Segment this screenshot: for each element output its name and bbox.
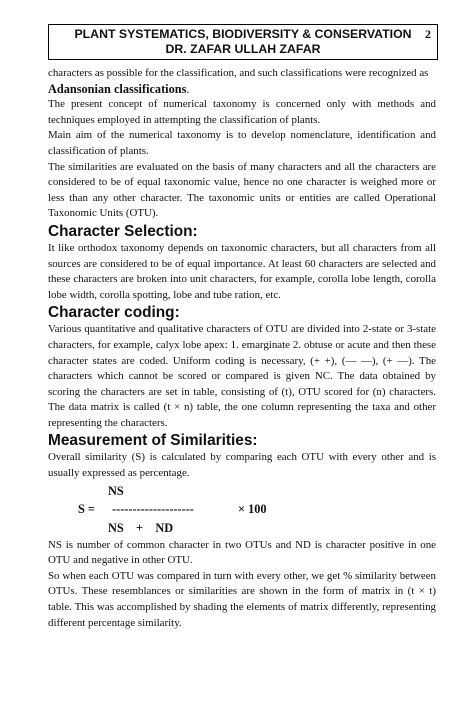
formula-denominator: NS + ND — [108, 520, 174, 535]
page-header — [48, 24, 438, 60]
section-heading-measurement: Measurement of Similarities: — [48, 432, 258, 450]
formula-fraction-bar: -------------------- — [112, 501, 194, 516]
page-content — [48, 66, 436, 631]
header-author: DR. ZAFAR ULLAH ZAFAR — [165, 42, 321, 56]
section-heading-character-selection: Character Selection: — [48, 222, 198, 240]
paragraph: NS is number of common character in two OTUs and ND is character positive in one OTU and negative in other OTU. — [48, 538, 436, 567]
page-number: 2 — [425, 27, 431, 41]
formula-numerator: NS — [108, 483, 124, 498]
intro-continuation: characters as possible for the classification, and such classifications were recognized as — [48, 67, 429, 79]
paragraph: The similarities are evaluated on the basis of many characters and all the characters are considered to be of equal taxonomic value, hence no one character is weighed more or less than any other character. The taxonomic units or entities are called Operational Taxonomic Units (OTU). — [48, 160, 436, 220]
paragraph: It like orthodox taxonomy depends on taxonomic characters, but all characters from all sources are considered to be of equal importance. At least 60 characters are selected and these characters are broken into unit characters, for example, corolla lobe length, corolla lobe width, corolla spotting, lobe and tube ration, etc. — [48, 241, 436, 301]
section-heading-character-coding: Character coding: — [48, 304, 180, 322]
adansonian-heading: Adansonian classifications. — [48, 81, 190, 96]
paragraph: Various quantitative and qualitative characters of OTU are divided into 2-state or 3-state characters, for example, calyx lobe apex: 1. emarginate 2. obtuse or acute and then these character states are coded. Uniform coding is necessary, (+ +), (— —), (+ —). The characters which cannot be scored or compared is given NC. The data obtained by scoring the characters are set in table, consisting of (t), OTU scored for (n) characters. The data matrix is called (t × n) table, the one column representing the taxa and other representing the characters. — [48, 323, 436, 429]
header-title: PLANT SYSTEMATICS, BIODIVERSITY & CONSERVATION — [74, 27, 412, 41]
formula-multiplier: × 100 — [238, 501, 267, 516]
paragraph: Main aim of the numerical taxonomy is to develop nomenclature, identification and classification of plants. — [48, 129, 436, 157]
paragraph: Overall similarity (S) is calculated by comparing each OTU with every other and is usually expressed as percentage. — [48, 451, 436, 480]
similarity-formula — [48, 482, 436, 538]
paragraph: The present concept of numerical taxonomy is concerned only with methods and techniques employed in attempting the classification of plants. — [48, 98, 436, 126]
formula-lhs: S = — [78, 501, 95, 516]
paragraph: So when each OTU was compared in turn with every other, we get % similarity between OTUs. These resemblances or similarities are shown in the form of matrix in (t × t) table. This was accomplished by shading the elements of matrix differently, representing different percentage similarity. — [48, 569, 436, 629]
